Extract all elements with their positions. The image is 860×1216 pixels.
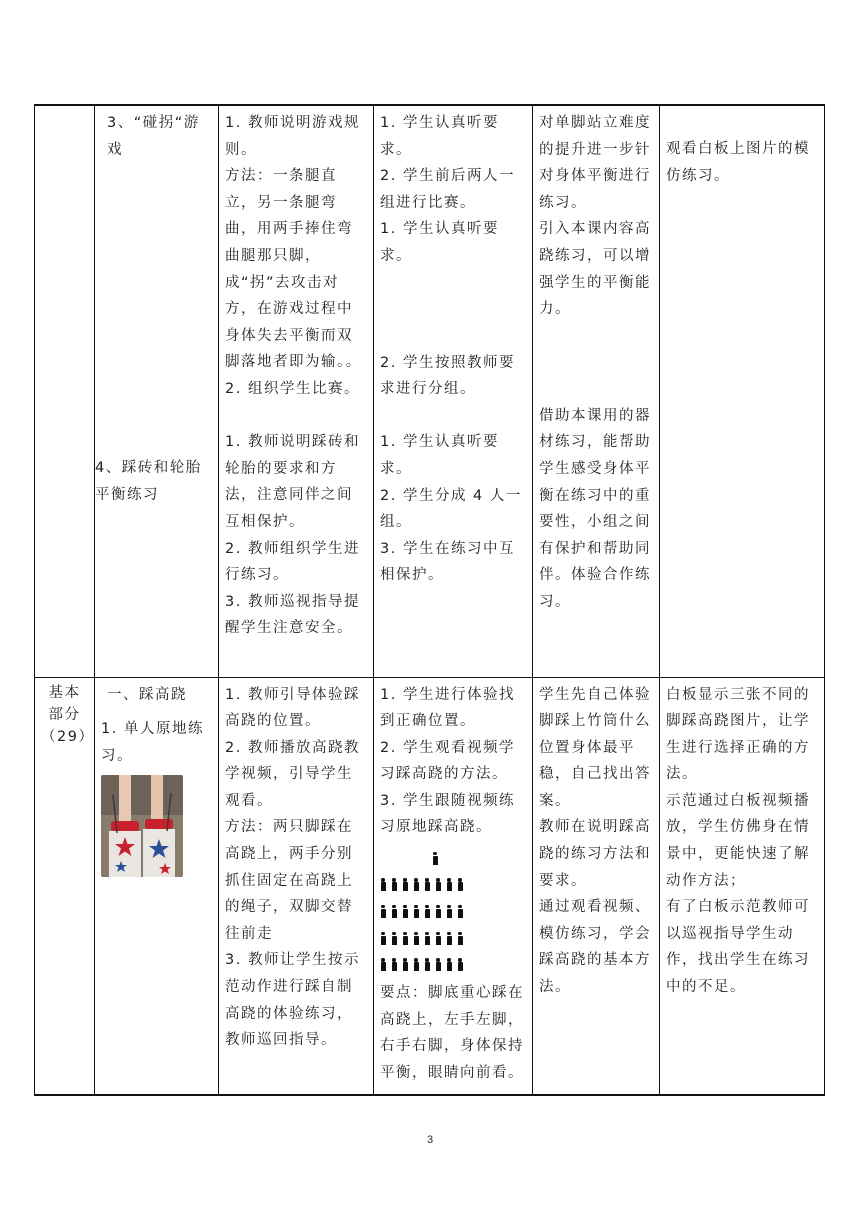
formation-diagram: [380, 845, 526, 978]
teacher-step: 1. 教师说明游戏规则。: [225, 115, 360, 158]
teacher-method: 方法：两只脚踩在高跷上，两手分别抓住固定在高跷上的绳子，双脚交替往前走: [225, 819, 353, 942]
person-icon: [391, 932, 397, 945]
teacher-activity-cell: [219, 105, 374, 677]
student-step: 3. 学生在练习中互相保护。: [380, 540, 515, 584]
purpose-cell: [533, 677, 660, 1095]
student-step: 2. 学生前后两人一组进行比赛。: [380, 168, 515, 211]
section-time: （29）: [41, 728, 95, 745]
leader-row: [380, 845, 526, 872]
media-text: 示范通过白板视频播放，学生仿佛身在情景中，更能快速了解动作方法；: [666, 792, 810, 889]
student-activity-cell: [374, 105, 533, 677]
balance-practice-title: 4、踩砖和轮胎平衡练习: [95, 460, 202, 503]
student-row: [380, 951, 526, 978]
table-row: [35, 677, 825, 1095]
person-icon: [446, 878, 452, 891]
student-row: [380, 872, 526, 899]
purpose-text: 教师在说明踩高跷的练习方法和要求。: [539, 819, 651, 889]
student-step: 1. 学生进行体验找到正确位置。: [380, 686, 515, 730]
person-icon: [402, 958, 408, 971]
person-icon: [457, 932, 463, 945]
teacher-step: 3. 教师巡视指导提醒学生注意安全。: [225, 593, 360, 637]
purpose-text: 通过观看视频、模仿练习，学会踩高跷的基本方法。: [539, 899, 651, 996]
teacher-step: 2. 教师组织学生进行练习。: [225, 540, 360, 584]
media-text: 有了白板示范教师可以巡视指导学生动作，找出学生在练习中的不足。: [666, 899, 810, 996]
person-icon: [446, 958, 452, 971]
person-icon: [424, 905, 430, 918]
purpose-cell: [533, 105, 660, 677]
section-label: 基本部分: [48, 684, 81, 723]
media-text: 白板显示三张不同的脚踩高跷图片，让学生进行选择正确的方法。: [666, 686, 810, 783]
person-icon: [391, 905, 397, 918]
stilts-title: 一、踩高跷: [107, 686, 187, 703]
page-number: 3: [426, 1134, 434, 1146]
purpose-text: 对单脚站立难度的提升进一步针对身体平衡进行练习。: [539, 115, 651, 211]
student-activity-cell: [374, 677, 533, 1095]
content-cell: [95, 105, 219, 677]
student-step: 1. 学生认真听要求。: [380, 221, 499, 264]
person-icon: [402, 932, 408, 945]
teacher-step: 3. 教师让学生按示范动作进行踩自制高跷的体验练习，教师巡回指导。: [225, 952, 360, 1049]
person-icon: [380, 905, 386, 918]
person-icon: [413, 958, 419, 971]
teacher-step: 1. 教师引导体验踩高跷的位置。: [225, 686, 360, 730]
media-cell: [660, 105, 825, 677]
media-text: 观看白板上图片的模仿练习。: [666, 141, 810, 184]
teacher-method: 方法：一条腿直立，另一条腿弯曲，用两手捧住弯曲腿那只脚，成“拐”去攻击对方，在游戏过程中身体失去平衡而双脚落地者即为输。。: [225, 168, 362, 371]
purpose-text: 学生先自己体验脚踩上竹筒什么位置身体最平稳，自己找出答案。: [539, 686, 651, 809]
person-icon: [380, 958, 386, 971]
stilts-subtitle: 1. 单人原地练习。: [101, 721, 204, 764]
student-step: 1. 学生认真听要求。: [380, 434, 499, 477]
person-icon: [435, 932, 441, 945]
student-step: 2. 学生分成 4 人一组。: [380, 487, 522, 531]
student-step: 2. 学生按照教师要求进行分组。: [380, 354, 515, 398]
teacher-step: 1. 教师说明踩砖和轮胎的要求和方法，注意同伴之间互相保护。: [225, 434, 360, 530]
student-step: 1. 学生认真听要求。: [380, 115, 499, 158]
person-icon: [391, 958, 397, 971]
person-icon: [391, 878, 397, 891]
person-icon: [435, 878, 441, 891]
person-icon: [435, 958, 441, 971]
person-icon: [380, 932, 386, 945]
lesson-plan-table: [34, 104, 825, 1096]
student-row: [380, 898, 526, 925]
stilts-photo: [101, 775, 183, 877]
person-icon: [413, 932, 419, 945]
person-icon: [432, 852, 438, 865]
game-title: 3、“碰拐“游戏: [107, 115, 200, 158]
teacher-step: 2. 组织学生比赛。: [225, 380, 360, 397]
person-icon: [413, 878, 419, 891]
person-icon: [446, 905, 452, 918]
person-icon: [446, 932, 452, 945]
person-icon: [424, 878, 430, 891]
student-step: 3. 学生跟随视频练习原地踩高跷。: [380, 792, 515, 836]
person-icon: [457, 905, 463, 918]
person-icon: [413, 905, 419, 918]
person-icon: [380, 878, 386, 891]
person-icon: [457, 878, 463, 891]
person-icon: [402, 905, 408, 918]
key-points: 要点：脚底重心踩在高跷上，左手左脚，右手右脚，身体保持平衡，眼睛向前看。: [380, 985, 524, 1081]
person-icon: [457, 958, 463, 971]
student-row: [380, 925, 526, 952]
section-cell: [35, 677, 95, 1095]
teacher-activity-cell: [219, 677, 374, 1095]
purpose-text: 引入本课内容高跷练习，可以增强学生的平衡能力。: [539, 221, 651, 318]
person-icon: [435, 905, 441, 918]
purpose-text: 借助本课用的器材练习，能帮助学生感受身体平衡在练习中的重要性，小组之间有保护和帮助同伴。体验合作练习。: [539, 407, 651, 610]
section-cell: [35, 105, 95, 677]
person-icon: [424, 932, 430, 945]
person-icon: [402, 878, 408, 891]
media-cell: [660, 677, 825, 1095]
table-row: [35, 105, 825, 677]
student-step: 2. 学生观看视频学习踩高跷的方法。: [380, 739, 515, 783]
content-cell: [95, 677, 219, 1095]
teacher-step: 2. 教师播放高跷教学视频，引导学生观看。: [225, 739, 360, 809]
person-icon: [424, 958, 430, 971]
